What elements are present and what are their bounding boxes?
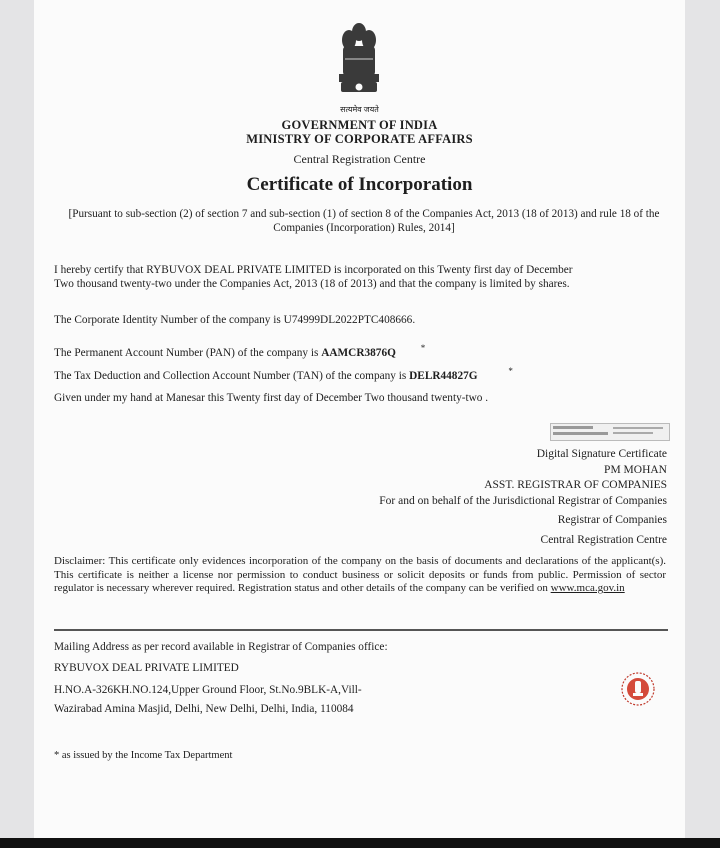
mca-link[interactable]: www.mca.gov.in — [550, 582, 625, 595]
page-title: Certificate of Incorporation — [246, 174, 473, 195]
tan-value: DELR44827G — [409, 369, 478, 382]
digital-signature-stamp — [550, 423, 670, 441]
cin-label: The Corporate Identity Number of the company is — [54, 314, 281, 326]
pan-line — [54, 343, 425, 359]
given-line: Given under my hand at Manesar this Twenty first day of December Two thousand twenty-two . — [54, 392, 489, 404]
mailing-heading: Mailing Address as per record available in Registrar of Companies office: — [54, 641, 388, 653]
pan-value: AAMCR3876Q — [321, 346, 396, 359]
screen-bottom-bar — [0, 838, 720, 848]
ministry-heading: MINISTRY OF CORPORATE AFFAIRS — [246, 132, 473, 146]
mailing-address-2: Wazirabad Amina Masjid, Delhi, New Delhi, Delhi, India, 110084 — [54, 703, 354, 715]
signature-line-1: Digital Signature Certificate — [536, 448, 667, 460]
signature-line-6: Central Registration Centre — [540, 534, 667, 546]
signature-line-4: For and on behalf of the Jurisdictional Registrar of Companies — [379, 495, 667, 507]
pan-footnote-mark: * — [420, 343, 426, 353]
cin-value: U74999DL2022PTC408666. — [283, 314, 416, 326]
tan-line — [54, 366, 513, 382]
disclaimer — [54, 555, 666, 596]
certify-line-2: Two thousand twenty-two under the Companies Act, 2013 (18 of 2013) and that the company is limited by shares. — [54, 278, 570, 290]
mca-seal-icon — [620, 671, 656, 707]
signatory-name: PM MOHAN — [604, 464, 667, 476]
divider — [54, 629, 668, 631]
income-tax-footnote: * as issued by the Income Tax Department — [54, 750, 233, 761]
emblem-motto: सत्यमेव जयते — [340, 105, 379, 114]
pursuant-note: [Pursuant to sub-section (2) of section 7 and sub-section (1) of section 8 of the Companies Act, 2013 (18 of 2013) and rule 18 of the Companies (Incorporation) Rules, 2014] — [68, 208, 660, 234]
tan-footnote-mark: * — [508, 366, 513, 376]
tan-label: The Tax Deduction and Collection Account Number (TAN) of the company is — [54, 369, 407, 382]
certify-line-1: I hereby certify that RYBUVOX DEAL PRIVATE LIMITED is incorporated on this Twenty first day of December — [54, 264, 573, 276]
signature-line-5: Registrar of Companies — [557, 514, 667, 526]
disclaimer-text: Disclaimer: This certificate only evidences incorporation of the company on the basis of documents and declarations of the applicant(s). This certificate is neither a license nor permission to conduct business or solicit deposits or funds from public. Permission of sector regulator is necessary wherever required. Registration status and other details of the company can be verified on — [54, 555, 666, 595]
pan-label: The Permanent Account Number (PAN) of the company is — [54, 346, 319, 359]
national-emblem-icon — [329, 18, 389, 106]
cin-line — [54, 314, 415, 326]
signatory-designation: ASST. REGISTRAR OF COMPANIES — [484, 479, 667, 491]
government-heading: GOVERNMENT OF INDIA — [281, 118, 438, 132]
certificate-page — [34, 0, 685, 838]
mailing-address-1: H.NO.A-326KH.NO.124,Upper Ground Floor, St.No.9BLK-A,Vill- — [54, 684, 362, 696]
centre-heading: Central Registration Centre — [293, 152, 426, 166]
mailing-company: RYBUVOX DEAL PRIVATE LIMITED — [54, 662, 239, 674]
